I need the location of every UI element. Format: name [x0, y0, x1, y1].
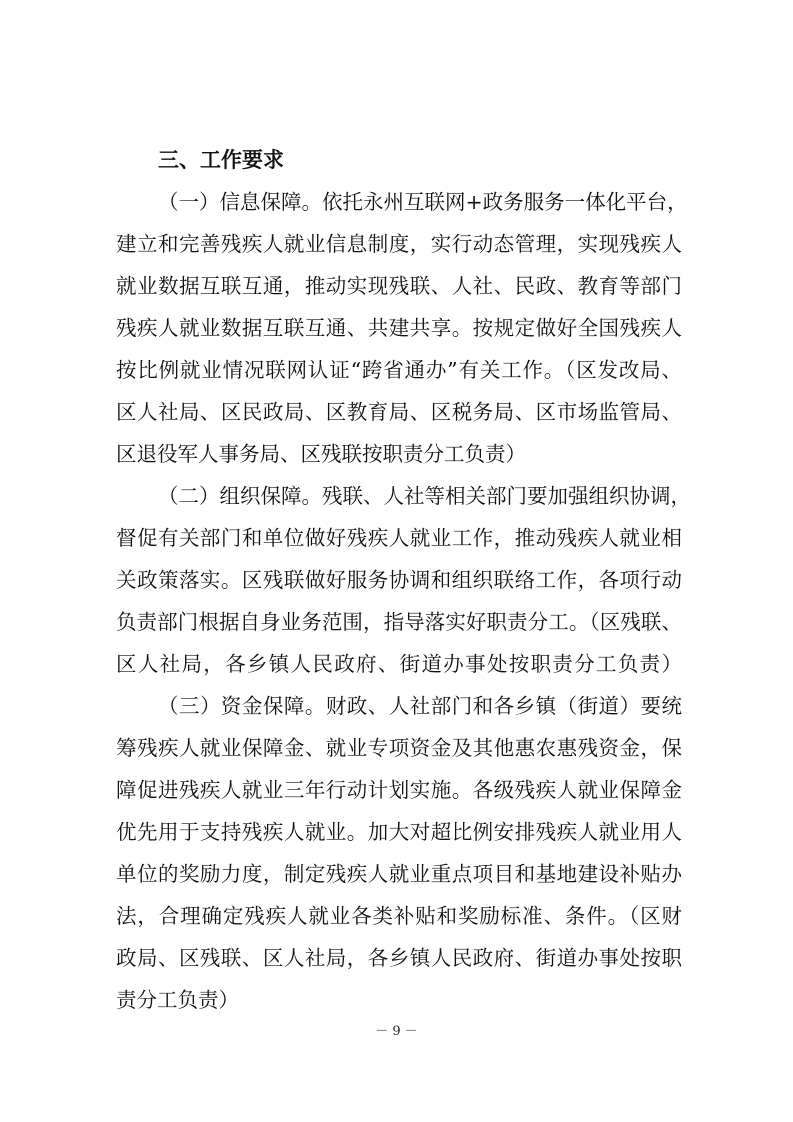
paragraph-1-line-6: 区人社局、区民政局、区教育局、区税务局、区市场监管局、: [116, 400, 682, 424]
paragraph-1-line-5: 按比例就业情况联网认证“跨省通办”有关工作。（区发改局、: [116, 358, 682, 382]
paragraph-2-line-1: （二）组织保障。残联、人社等相关部门要加强组织协调，: [158, 484, 691, 508]
paragraph-3-line-2: 筹残疾人就业保障金、就业专项资金及其他惠农惠残资金，保: [116, 736, 682, 760]
paragraph-2-line-5: 区人社局，各乡镇人民政府、街道办事处按职责分工负责）: [116, 652, 682, 676]
paragraph-1-line-7: 区退役军人事务局、区残联按职责分工负责）: [116, 442, 526, 466]
paragraph-2-line-3: 关政策落实。区残联做好服务协调和组织联络工作，各项行动: [116, 568, 682, 592]
paragraph-1-line-2: 建立和完善残疾人就业信息制度，实行动态管理，实现残疾人: [116, 232, 682, 256]
paragraph-1-line-4: 残疾人就业数据互联互通、共建共享。按规定做好全国残疾人: [116, 316, 682, 340]
page-number: － 9 －: [375, 1024, 418, 1039]
paragraph-3-line-3: 障促进残疾人就业三年行动计划实施。各级残疾人就业保障金: [116, 778, 682, 802]
paragraph-3-line-7: 政局、区残联、区人社局，各乡镇人民政府、街道办事处按职: [116, 946, 682, 970]
paragraph-3-line-4: 优先用于支持残疾人就业。加大对超比例安排残疾人就业用人: [116, 820, 682, 844]
paragraph-1-line-1: （一）信息保障。依托永州互联网+政务服务一体化平台，: [158, 190, 688, 214]
section-heading: 三、工作要求: [158, 148, 284, 172]
paragraph-1-line-3: 就业数据互联互通，推动实现残联、人社、民政、教育等部门: [116, 274, 682, 298]
paragraph-3-line-1: （三）资金保障。财政、人社部门和各乡镇（街道）要统: [158, 694, 682, 718]
paragraph-3-line-6: 法，合理确定残疾人就业各类补贴和奖励标准、条件。（区财: [116, 904, 682, 928]
paragraph-3-line-5: 单位的奖励力度，制定残疾人就业重点项目和基地建设补贴办: [116, 862, 682, 886]
paragraph-2-line-4: 负责部门根据自身业务范围，指导落实好职责分工。（区残联、: [116, 610, 682, 634]
paragraph-2-line-2: 督促有关部门和单位做好残疾人就业工作，推动残疾人就业相: [116, 526, 682, 550]
paragraph-3-line-8: 责分工负责）: [116, 988, 239, 1012]
